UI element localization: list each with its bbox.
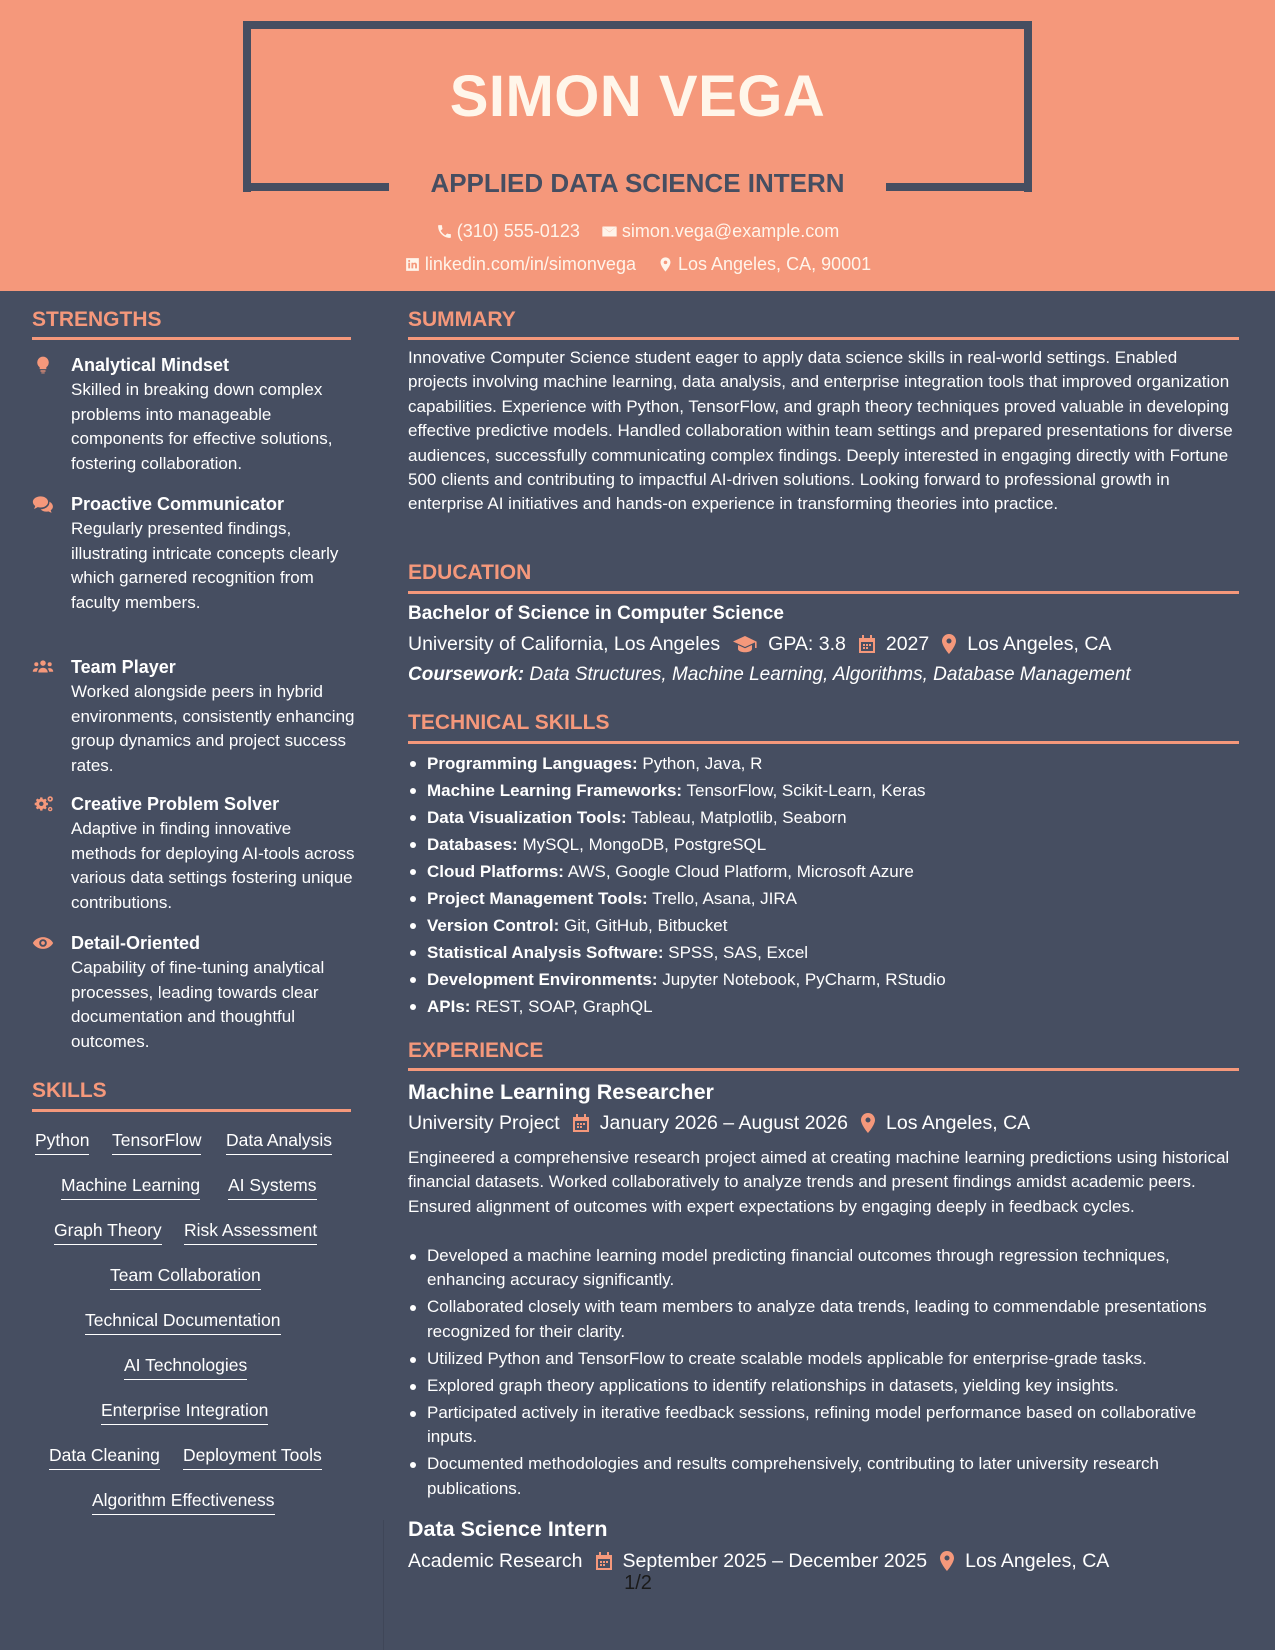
education-heading: EDUCATION (408, 561, 532, 584)
technical-skills-list (408, 750, 946, 1020)
skill-value: Tableau, Matplotlib, Seaborn (631, 808, 847, 827)
strength-desc: Worked alongside peers in hybrid environments, consistently enhancing group dynamics and project success rates. (71, 682, 355, 775)
strength-title: Team Player (71, 657, 176, 677)
skill-label: Project Management Tools: (427, 889, 648, 908)
skill-label: Development Environments: (427, 970, 658, 989)
skill-label: Version Control: (427, 916, 560, 935)
frame-bottom-right (886, 183, 1032, 191)
job-meta (408, 1110, 1030, 1136)
skill-label: Data Visualization Tools: (427, 808, 627, 827)
skill-tag: Algorithm Effectiveness (92, 1488, 275, 1515)
strength-desc: Regularly presented findings, illustrating intricate concepts clearly which garnered recognition from faculty members. (71, 519, 339, 612)
coursework-list: Data Structures, Machine Learning, Algorithms, Database Management (529, 664, 1131, 685)
list-item (408, 939, 946, 966)
skill-value: Jupyter Notebook, PyCharm, RStudio (662, 970, 946, 989)
list-item: Utilized Python and TensorFlow to create scalable models applicable for enterprise-grade tasks. (408, 1347, 1240, 1371)
skill-value: REST, SOAP, GraphQL (475, 997, 653, 1016)
contact-line-2 (0, 252, 1275, 279)
email-contact[interactable] (601, 219, 839, 243)
strength-title: Creative Problem Solver (71, 794, 280, 814)
skill-value: Trello, Asana, JIRA (652, 889, 798, 908)
education-rule (408, 591, 1239, 594)
map-pin-icon (860, 1112, 876, 1134)
education-year: 2027 (885, 633, 930, 655)
map-pin-icon (939, 1550, 955, 1572)
linkedin-icon (404, 256, 421, 273)
education-school: University of California, Los Angeles (408, 633, 721, 655)
skill-label: Programming Languages: (427, 754, 638, 773)
list-item (408, 993, 946, 1020)
skill-tag: AI Systems (228, 1173, 317, 1200)
gears-icon (32, 794, 54, 814)
skill-tag: Enterprise Integration (101, 1398, 268, 1425)
phone-icon (436, 223, 453, 240)
frame-bottom-left (243, 183, 389, 191)
job-org: University Project (408, 1112, 560, 1134)
email-text: simon.vega@example.com (621, 221, 840, 241)
list-item: Documented methodologies and results comprehensively, contributing to later university research publications. (408, 1452, 1240, 1501)
skill-tag: Technical Documentation (85, 1308, 281, 1335)
list-item: Developed a machine learning model predicting financial outcomes through regression techniques, enhancing accuracy significantly. (408, 1244, 1240, 1293)
job-title: Data Science Intern (408, 1517, 608, 1541)
skill-tag: Data Analysis (226, 1128, 332, 1155)
envelope-icon (601, 223, 618, 240)
graduation-cap-icon (732, 634, 758, 654)
skill-tag: AI Technologies (124, 1353, 247, 1380)
lightbulb-icon (32, 355, 54, 375)
education-meta (408, 631, 1111, 657)
education-degree: Bachelor of Science in Computer Science (408, 603, 784, 624)
calendar-icon (595, 1551, 613, 1571)
job-location: Los Angeles, CA (886, 1112, 1031, 1134)
skill-value: Git, GitHub, Bitbucket (563, 916, 728, 935)
skill-label: APIs: (427, 997, 471, 1016)
skill-label: Databases: (427, 835, 518, 854)
list-item (408, 750, 946, 777)
coursework (408, 662, 1131, 688)
candidate-role: APPLIED DATA SCIENCE INTERN (430, 168, 845, 198)
contact-line-1 (0, 219, 1275, 246)
job-title: Machine Learning Researcher (408, 1080, 714, 1104)
skill-label: Cloud Platforms: (427, 862, 564, 881)
calendar-icon (858, 634, 876, 654)
strength-title: Analytical Mindset (71, 355, 230, 375)
experience-rule (408, 1068, 1239, 1071)
skills-rule (32, 1109, 351, 1112)
page-number: 1/2 (624, 1572, 652, 1594)
skill-tag: Graph Theory (54, 1218, 162, 1245)
job-org: Academic Research (408, 1550, 583, 1572)
location-contact (657, 252, 871, 276)
header (0, 0, 1275, 291)
job-bullets (408, 1244, 1240, 1504)
strength-desc: Skilled in breaking down complex problems into manageable components for effective solutions, fostering collaboration. (71, 380, 333, 473)
candidate-name: SIMON VEGA (449, 64, 826, 129)
skills-heading: SKILLS (32, 1079, 107, 1102)
list-item (408, 777, 946, 804)
list-item: Explored graph theory applications to identify relationships in datasets, yielding key insights. (408, 1374, 1240, 1398)
list-item (408, 831, 946, 858)
column-divider (383, 1520, 384, 1650)
skill-value: TensorFlow, Scikit-Learn, Keras (686, 781, 926, 800)
strength-title: Proactive Communicator (71, 494, 285, 514)
location-text: Los Angeles, CA, 90001 (677, 254, 872, 274)
eye-icon (32, 933, 54, 953)
strength-desc: Capability of fine-tuning analytical processes, leading towards clear documentation and thoughtful outcomes. (71, 958, 325, 1051)
comments-icon (32, 494, 54, 514)
strengths-rule (32, 337, 351, 340)
skill-tag: Deployment Tools (183, 1443, 322, 1470)
strength-title: Detail-Oriented (71, 933, 201, 953)
summary-rule (408, 337, 1239, 340)
summary-text: Innovative Computer Science student eager to apply data science skills in real-world settings. Enabled projects involving machine learning, data analysis, and enterprise integration tools that improved organization capabilities. Experience with Python, TensorFlow, and graph theory techniques proved valuable in developing effective predictive models. Handled collaboration within team settings and prepared presentations for diverse audiences, successfully communicating complex findings. Deeply interested in engaging directly with Fortune 500 clients and contributing to impactful AI-driven solutions. Looking forward to professional growth in enterprise AI initiatives and hands-on experience in transforming theories into practice. (408, 348, 1233, 514)
coursework-label: Coursework: (408, 664, 525, 685)
job-location: Los Angeles, CA (965, 1550, 1110, 1572)
list-item (408, 858, 946, 885)
list-item: Participated actively in iterative feedback sessions, refining model performance based on collaborative inputs. (408, 1401, 1240, 1450)
summary-heading: SUMMARY (408, 308, 516, 331)
skill-value: AWS, Google Cloud Platform, Microsoft Azure (567, 862, 914, 881)
list-item (408, 804, 946, 831)
phone-text: (310) 555-0123 (456, 221, 580, 241)
technical-skills-rule (408, 741, 1239, 744)
skill-label: Statistical Analysis Software: (427, 943, 664, 962)
users-icon (32, 657, 54, 677)
skill-value: SPSS, SAS, Excel (668, 943, 809, 962)
calendar-icon (572, 1113, 590, 1133)
strength-desc: Adaptive in finding innovative methods for deploying AI-tools across various data settings fostering unique contributions. (71, 819, 355, 912)
skill-tag: Risk Assessment (184, 1218, 317, 1245)
skill-value: MySQL, MongoDB, PostgreSQL (522, 835, 767, 854)
job-dates: January 2026 – August 2026 (599, 1112, 849, 1134)
phone-contact[interactable] (436, 219, 580, 243)
linkedin-contact[interactable] (404, 252, 636, 276)
job-meta (408, 1548, 1109, 1574)
job-dates: September 2025 – December 2025 (622, 1550, 928, 1572)
experience-heading: EXPERIENCE (408, 1039, 544, 1062)
job-description: Engineered a comprehensive research project aimed at creating machine learning predictions using historical financial datasets. Worked collaboratively to analyze trends and present findings amidst academic peers. Ensured alignment of outcomes with expert expectations by engaging deeply in feedback cycles. (408, 1148, 1230, 1216)
technical-skills-heading: TECHNICAL SKILLS (408, 711, 610, 734)
map-pin-icon (941, 633, 957, 655)
skill-tag: Team Collaboration (110, 1263, 261, 1290)
list-item (408, 912, 946, 939)
education-location: Los Angeles, CA (967, 633, 1112, 655)
list-item: Collaborated closely with team members to analyze data trends, leading to commendable presentations recognized for their clarity. (408, 1295, 1240, 1344)
education-gpa: GPA: 3.8 (768, 633, 846, 655)
map-pin-icon (657, 256, 674, 273)
skill-value: Python, Java, R (642, 754, 763, 773)
strengths-heading: STRENGTHS (32, 308, 162, 331)
skill-tag: Data Cleaning (49, 1443, 160, 1470)
skill-tag: Python (35, 1128, 89, 1155)
skill-tag: TensorFlow (112, 1128, 201, 1155)
skill-tag: Machine Learning (61, 1173, 200, 1200)
skill-label: Machine Learning Frameworks: (427, 781, 683, 800)
list-item (408, 966, 946, 993)
linkedin-text: linkedin.com/in/simonvega (424, 254, 636, 274)
list-item (408, 885, 946, 912)
